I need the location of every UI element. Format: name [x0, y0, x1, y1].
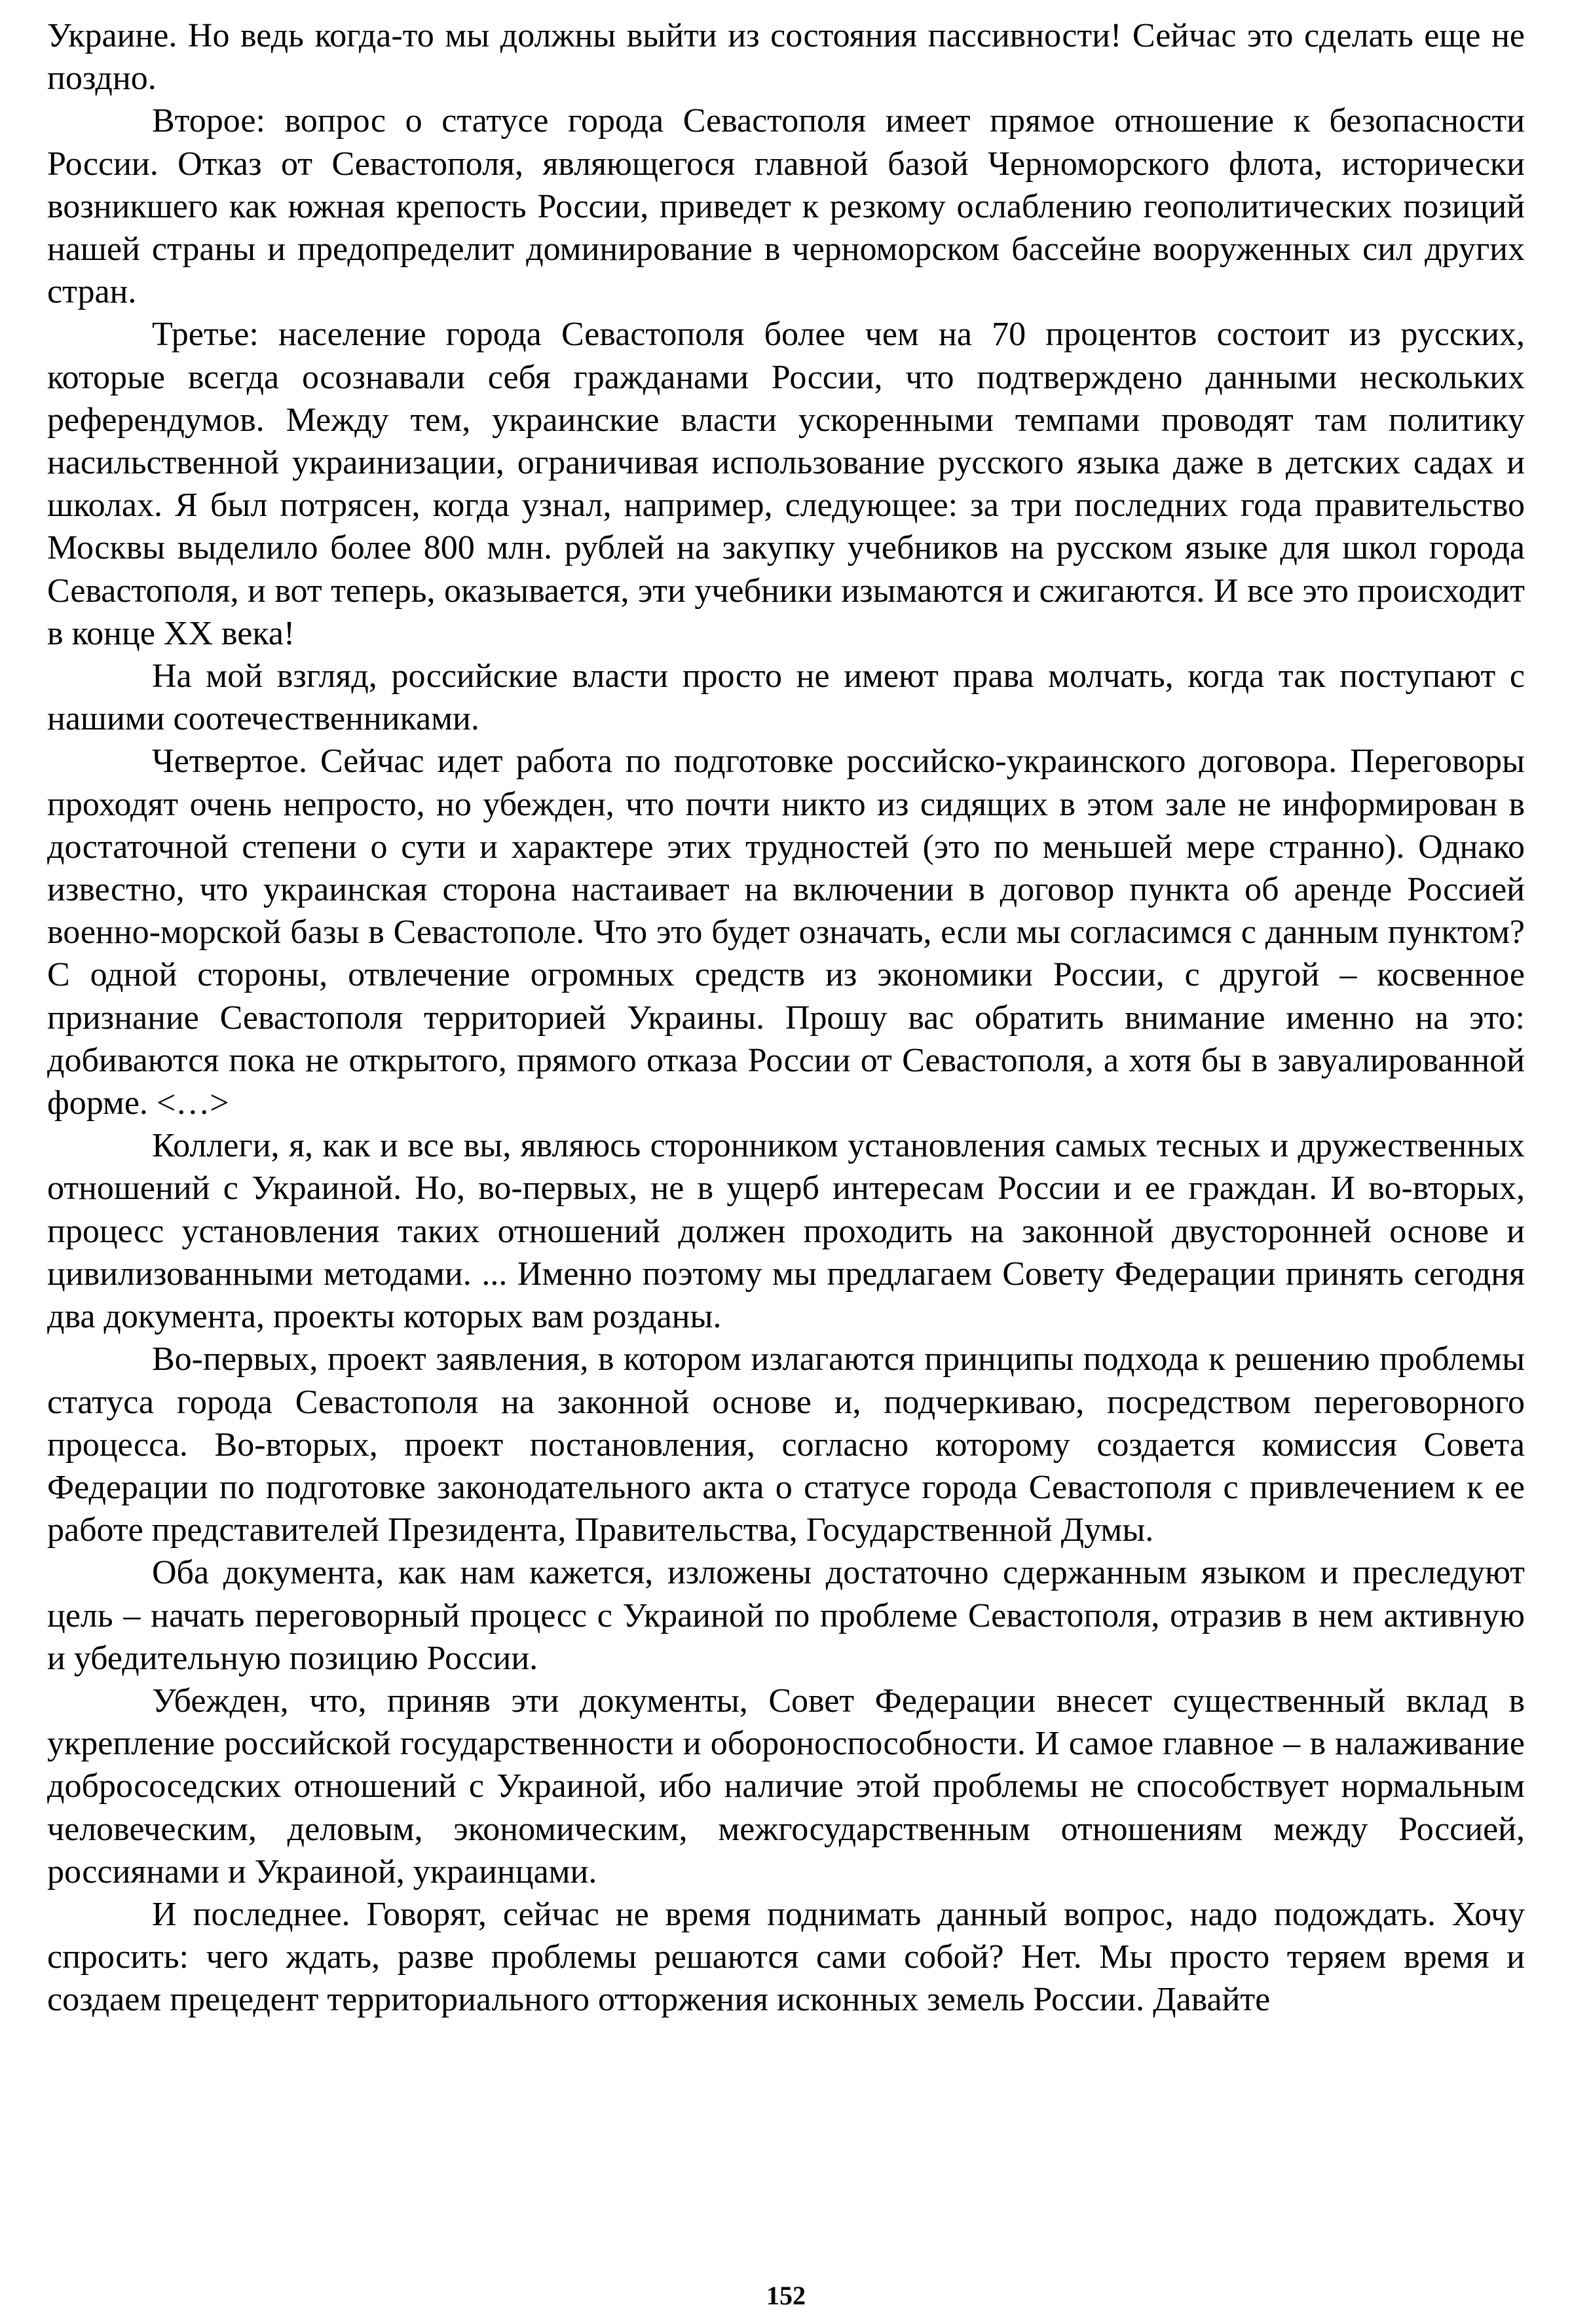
- paragraph-fourth-point: Четвертое. Сейчас идет работа по подготовке российско-украинского договора. Переговоры проходят очень непросто, но убежден, что почти никто из сидящих в этом зале не информирован в достаточной степени о сути и характере этих трудностей (это по меньшей мере странно). Однако известно, что украинская сторона настаивает на включении в договор пункта об аренде Россией военно-морской базы в Севастополе. Что это будет означать, если мы согласимся с данным пунктом? С одной стороны, отвлечение огромных средств из экономики России, с другой – косвенное признание Севастополя территорией Украины. Прошу вас обратить внимание именно на это: добиваются пока не открытого, прямого отказа России от Севастополя, а хотя бы в завуалированной форме. <…>: [47, 743, 1525, 1122]
- paragraph-opinion: На мой взгляд, российские власти просто не имеют права молчать, когда так поступают с нашими соотечественниками.: [47, 657, 1525, 738]
- paragraph-last: И последнее. Говорят, сейчас не время поднимать данный вопрос, надо подождать. Хочу спросить: чего ждать, разве проблемы решаются сами собой? Нет. Мы просто теряем время и создаем прецедент территориального отторжения исконных земель России. Давайте: [47, 1895, 1525, 2019]
- page-number: 152: [766, 2281, 806, 2310]
- paragraph-documents: Во-первых, проект заявления, в котором излагаются принципы подхода к решению проблемы статуса города Севастополя на законной основе и, подчеркиваю, посредством переговорного процесса. Во-вторых, проект постановления, согласно которому создается комиссия Совета Федерации по подготовке законодательного акта о статусе города Севастополя с привлечением к ее работе представителей Президента, Правительства, Государственной Думы.: [47, 1340, 1525, 1549]
- paragraph-third-point: Третье: население города Севастополя более чем на 70 процентов состоит из русских, которые всегда осознавали себя гражданами России, что подтверждено данными нескольких референдумов. Между тем, украинские власти ускоренными темпами проводят там политику насильственной украинизации, ограничивая использование русского языка даже в детских садах и школах. Я был потрясен, когда узнал, например, следующее: за три последних года правительство Москвы выделило более 800 млн. рублей на закупку учебников на русском языке для школ города Севастополя, и вот теперь, оказывается, эти учебники изымаются и сжигаются. И все это происходит в конце XX века!: [47, 316, 1525, 652]
- paragraph-both-documents: Оба документа, как нам кажется, изложены достаточно сдержанным языком и преследуют цель – начать переговорный процесс с Украиной по проблеме Севастополя, отразив в нем активную и убедительную позицию России.: [47, 1554, 1525, 1677]
- paragraph-continuation: Украине. Но ведь когда-то мы должны выйти из состояния пассивности! Сейчас это сделать еще не поздно.: [47, 17, 1525, 98]
- paragraph-colleagues: Коллеги, я, как и все вы, являюсь сторонником установления самых тесных и дружественных отношений с Украиной. Но, во-первых, не в ущерб интересам России и ее граждан. И во-вторых, процесс установления таких отношений должен проходить на законной двусторонней основе и цивилизованными методами. ... Именно поэтому мы предлагаем Совету Федерации принять сегодня два документа, проекты которых вам розданы.: [47, 1127, 1525, 1336]
- paragraph-second-point: Второе: вопрос о статусе города Севастополя имеет прямое отношение к безопасности России. Отказ от Севастополя, являющегося главной базой Черноморского флота, исторически возникшего как южная крепость России, приведет к резкому ослаблению геополитических позиций нашей страны и предопределит доминирование в черноморском бассейне вооруженных сил других стран.: [47, 102, 1525, 311]
- body-text: [47, 14, 1525, 2021]
- paragraph-conviction: Убежден, что, приняв эти документы, Совет Федерации внесет существенный вклад в укрепление российской государственности и обороноспособности. И самое главное – в налаживание добрососедских отношений с Украиной, ибо наличие этой проблемы не способствует нормальным человеческим, деловым, экономическим, межгосударственным отношениям между Россией, россиянами и Украиной, украинцами.: [47, 1682, 1525, 1891]
